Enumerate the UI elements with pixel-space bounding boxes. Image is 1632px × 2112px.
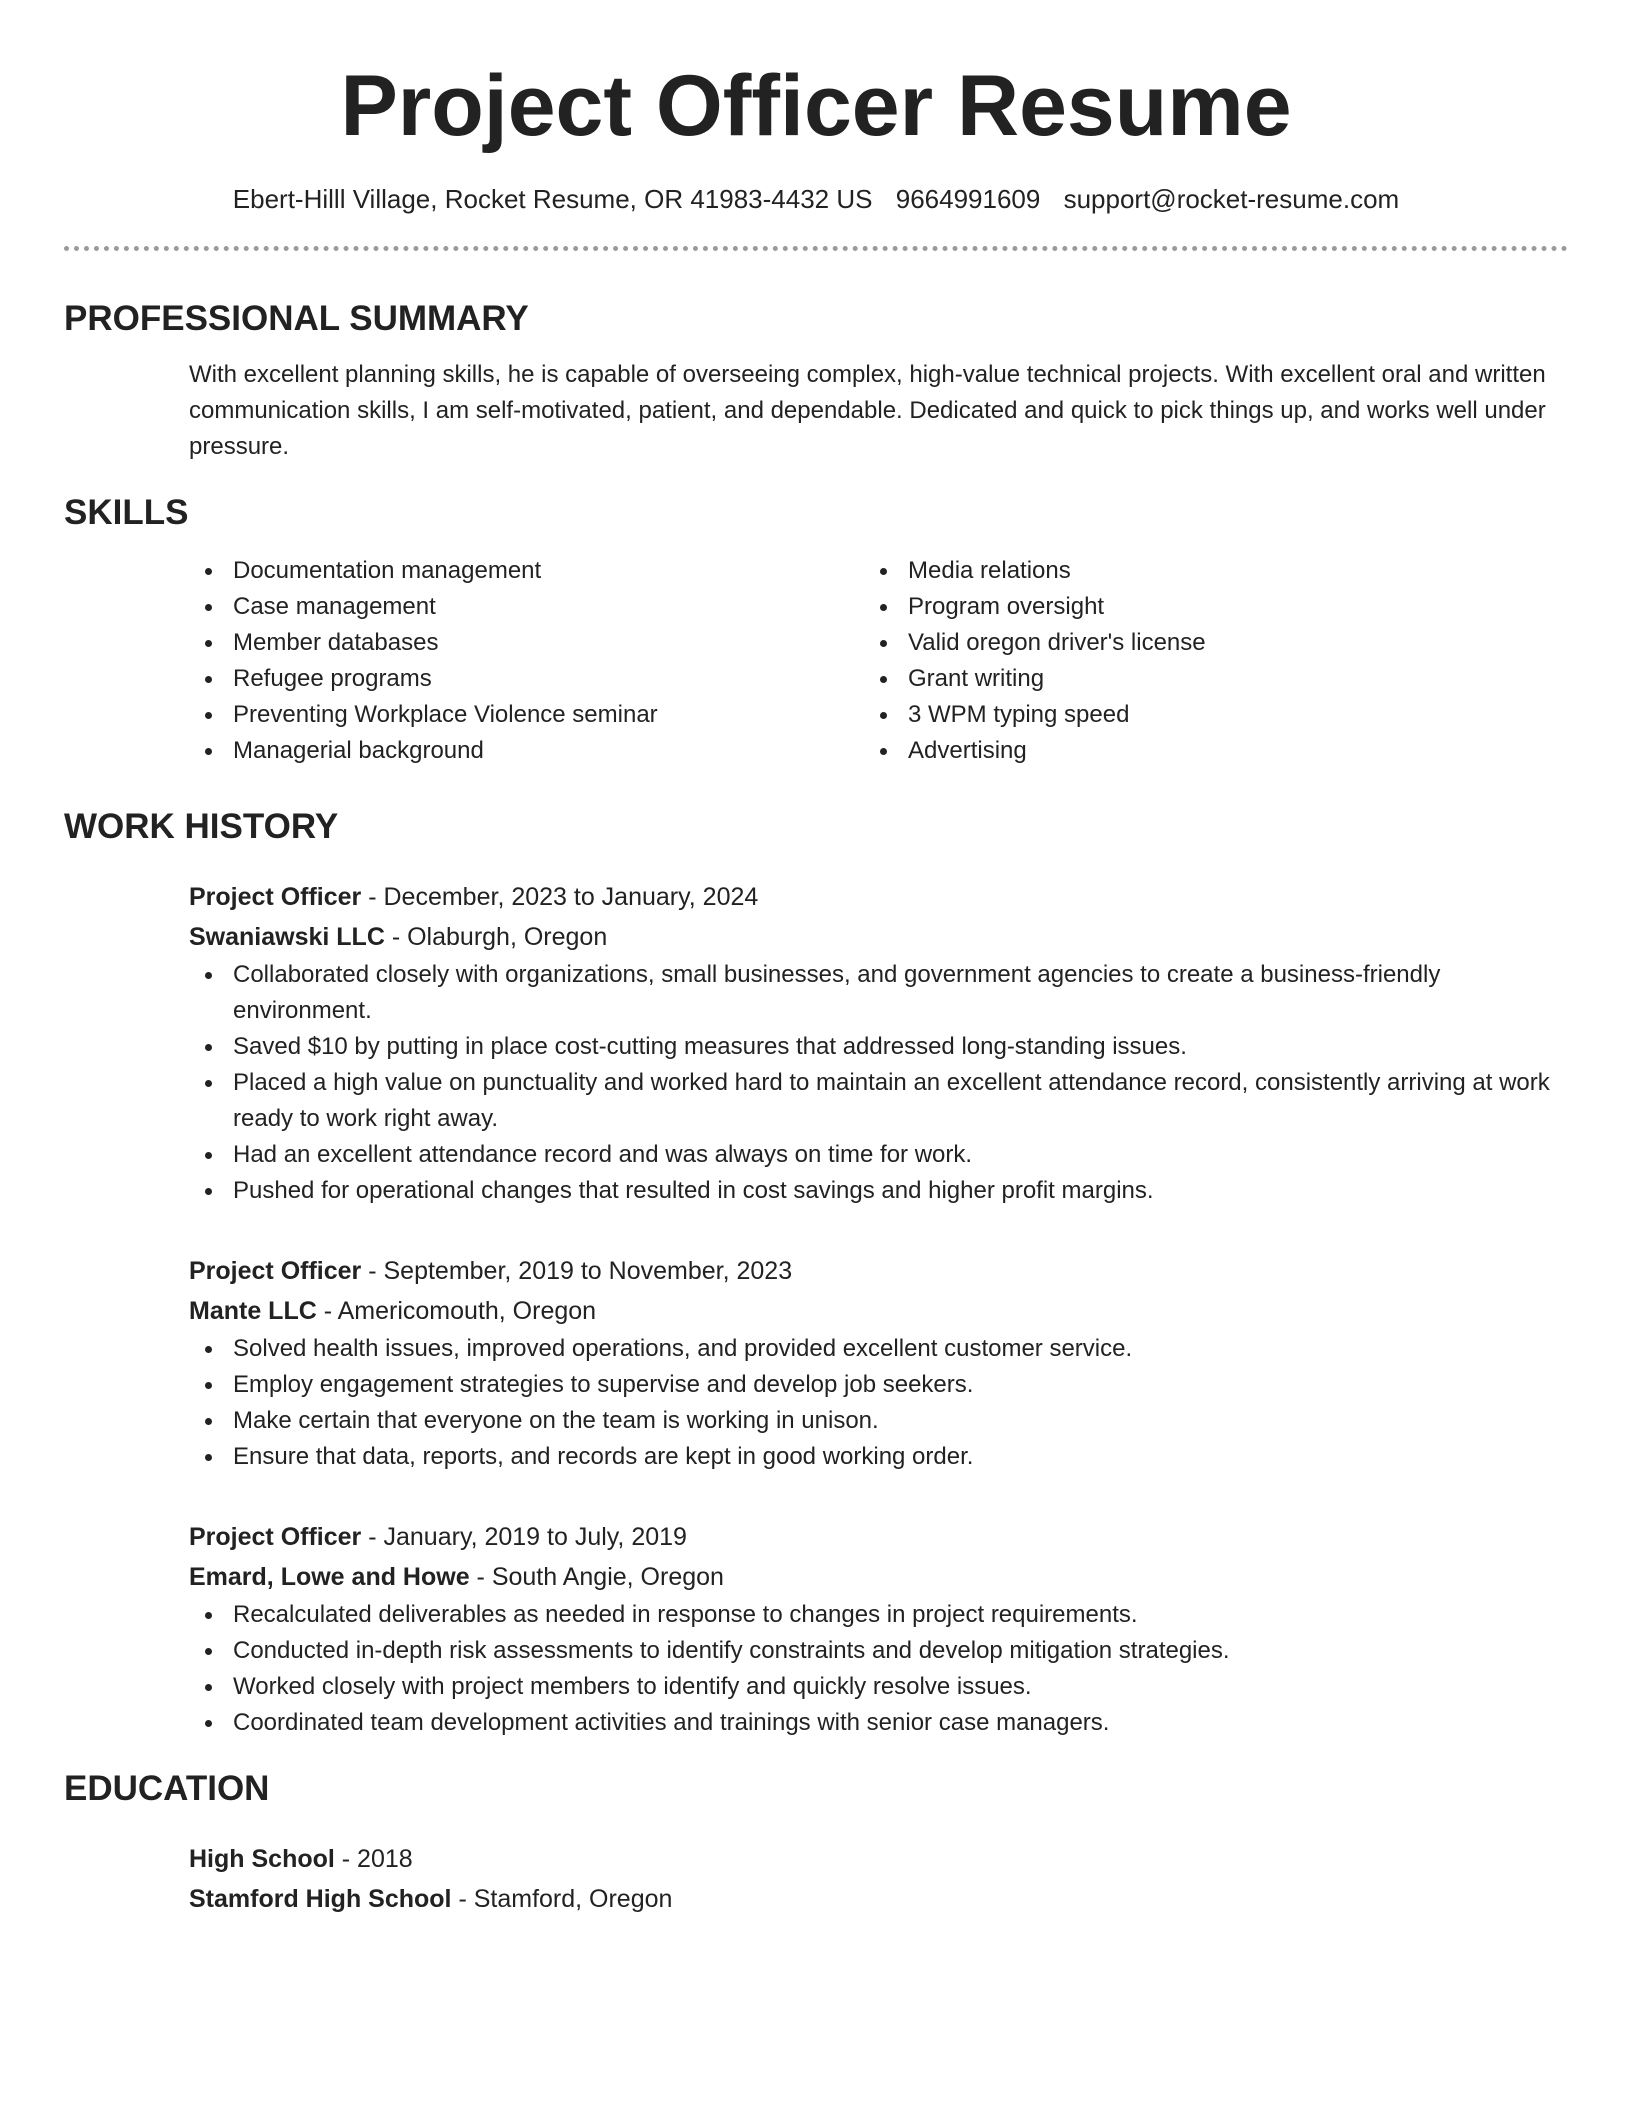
skills-list-right — [864, 553, 1539, 769]
skill-item: Case management — [189, 589, 864, 625]
skill-item: Program oversight — [864, 589, 1539, 625]
job-location: - Americomouth, Oregon — [316, 1297, 597, 1325]
education-degree-line — [189, 1839, 1568, 1879]
job-company-line — [189, 1557, 1568, 1597]
education-degree: High School — [189, 1845, 335, 1873]
job-entry — [189, 1251, 1568, 1475]
skills-grid — [189, 553, 1568, 769]
education-school: Stamford High School — [189, 1885, 452, 1913]
job-location: - Olaburgh, Oregon — [384, 923, 608, 951]
job-company: Swaniawski LLC — [189, 923, 385, 951]
education-school-line — [189, 1879, 1568, 1919]
job-dates: - December, 2023 to January, 2024 — [361, 883, 759, 911]
skill-item: Grant writing — [864, 661, 1539, 697]
job-company: Emard, Lowe and Howe — [189, 1563, 470, 1591]
job-entry — [189, 877, 1568, 1209]
job-company-line — [189, 917, 1568, 957]
education-entry — [189, 1839, 1568, 1919]
job-title: Project Officer — [189, 883, 362, 911]
job-company: Mante LLC — [189, 1297, 317, 1325]
contact-phone: 9664991609 — [895, 184, 1041, 214]
skill-item: Media relations — [864, 553, 1539, 589]
skill-item: Valid oregon driver's license — [864, 625, 1539, 661]
skill-item: Member databases — [189, 625, 864, 661]
contact-address: Ebert-Hilll Village, Rocket Resume, OR 41983-4432 US — [232, 184, 873, 214]
job-bullet: Worked closely with project members to identify and quickly resolve issues. — [189, 1669, 1568, 1705]
summary-text: With excellent planning skills, he is capable of overseeing complex, high-value technical projects. With excellent oral and written communication skills, I am self-motivated, patient, and dependable. Dedicated and quick to pick things up, and works well under pressure. — [189, 361, 1546, 460]
job-title: Project Officer — [189, 1523, 362, 1551]
skill-item: Preventing Workplace Violence seminar — [189, 697, 864, 733]
page-title: Project Officer Resume — [340, 58, 1292, 154]
contact-email: support@rocket-resume.com — [1063, 184, 1400, 214]
skill-item: 3 WPM typing speed — [864, 697, 1539, 733]
header-divider — [64, 246, 1568, 251]
job-bullets — [189, 957, 1568, 1209]
skills-heading: SKILLS — [64, 493, 189, 532]
skill-item: Refugee programs — [189, 661, 864, 697]
job-bullet: Had an excellent attendance record and was always on time for work. — [189, 1137, 1568, 1173]
skill-item: Advertising — [864, 733, 1539, 769]
job-bullet: Coordinated team development activities and trainings with senior case managers. — [189, 1705, 1568, 1741]
education-year: - 2018 — [334, 1845, 413, 1873]
job-bullet: Collaborated closely with organizations, small businesses, and government agencies to create a business-friendly environment. — [189, 957, 1568, 1029]
job-bullet: Recalculated deliverables as needed in response to changes in project requirements. — [189, 1597, 1568, 1633]
education-location: - Stamford, Oregon — [451, 1885, 673, 1913]
job-entry — [189, 1517, 1568, 1741]
job-title-line — [189, 1251, 1568, 1291]
job-bullet: Ensure that data, reports, and records are kept in good working order. — [189, 1439, 1568, 1475]
job-bullet: Placed a high value on punctuality and worked hard to maintain an excellent attendance record, consistently arriving at work ready to work right away. — [189, 1065, 1568, 1137]
job-bullet: Solved health issues, improved operations, and provided excellent customer service. — [189, 1331, 1568, 1367]
job-bullet: Employ engagement strategies to supervise and develop job seekers. — [189, 1367, 1568, 1403]
job-company-line — [189, 1291, 1568, 1331]
job-dates: - January, 2019 to July, 2019 — [361, 1523, 687, 1551]
job-bullet: Pushed for operational changes that resulted in cost savings and higher profit margins. — [189, 1173, 1568, 1209]
skills-list-left — [189, 553, 864, 769]
job-bullet: Make certain that everyone on the team is working in unison. — [189, 1403, 1568, 1439]
skill-item: Documentation management — [189, 553, 864, 589]
contact-line — [64, 182, 1568, 216]
education-heading: EDUCATION — [64, 1769, 270, 1808]
job-bullet: Conducted in-depth risk assessments to identify constraints and develop mitigation strategies. — [189, 1633, 1568, 1669]
job-bullets — [189, 1331, 1568, 1475]
job-bullet: Saved $10 by putting in place cost-cutting measures that addressed long-standing issues. — [189, 1029, 1568, 1065]
job-bullets — [189, 1597, 1568, 1741]
work-history-heading: WORK HISTORY — [64, 807, 339, 846]
job-title-line — [189, 1517, 1568, 1557]
job-dates: - September, 2019 to November, 2023 — [361, 1257, 793, 1285]
summary-heading: PROFESSIONAL SUMMARY — [64, 299, 529, 338]
job-title-line — [189, 877, 1568, 917]
job-location: - South Angie, Oregon — [469, 1563, 724, 1591]
job-title: Project Officer — [189, 1257, 362, 1285]
skill-item: Managerial background — [189, 733, 864, 769]
